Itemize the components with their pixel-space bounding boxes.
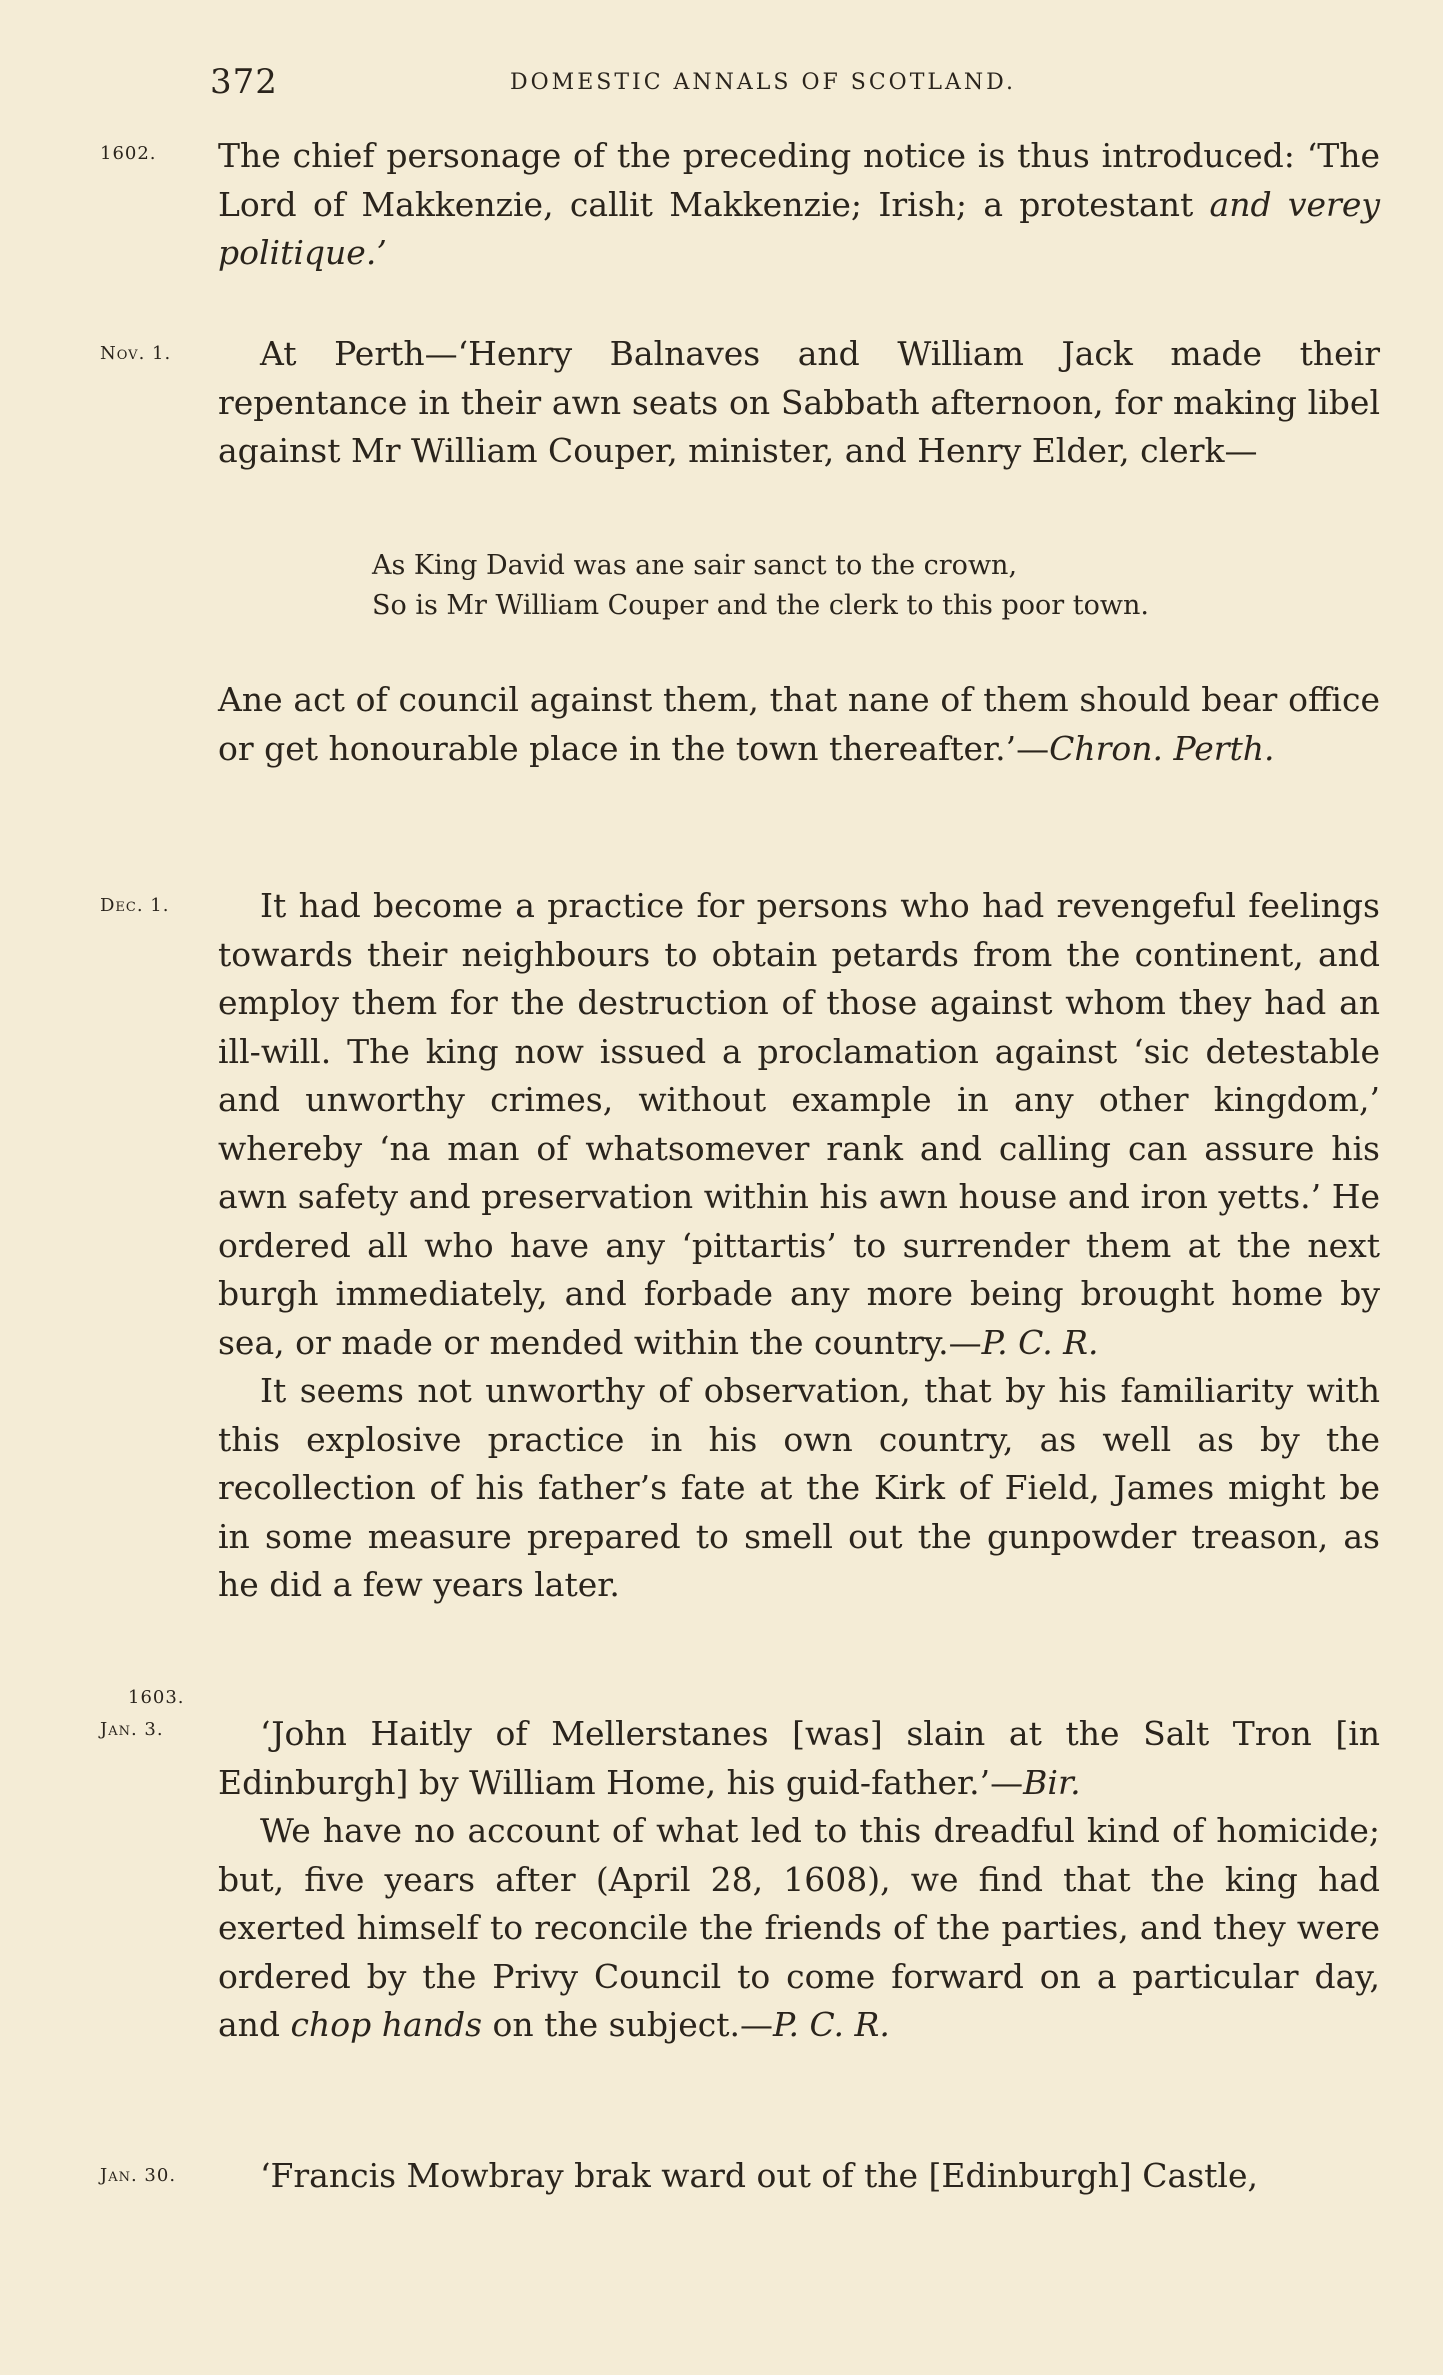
entry-text-after-verse	[218, 676, 1380, 773]
entry-text	[218, 132, 1380, 278]
entry-text	[218, 330, 1380, 476]
verse-line: So is Mr William Couper and the clerk to this poor town.	[372, 590, 1149, 621]
margin-date: Jan. 30.	[100, 2165, 177, 2186]
paragraph: We have no account of what led to this dreadful kind of homicide; but, five years after (April 28, 1608), we find that the king had exerted himself to reconcile the friends of the parties, and they were ordered by the Privy Council to come forward on a particular day, and chop hands on the subject.—P. C. R.	[218, 1811, 1380, 2044]
margin-date: 1602.	[100, 143, 157, 164]
verse-quotation	[372, 546, 1272, 626]
paragraph: Ane act of council against them, that nane of them should bear office or get honourable place in the town thereafter.’—Chron. Perth.	[218, 680, 1380, 768]
margin-year: 1603.	[128, 1687, 185, 1708]
verse-line: As King David was ane sair sanct to the crown,	[372, 550, 1018, 581]
page-number: 372	[210, 62, 278, 102]
margin-date: Nov. 1.	[100, 343, 172, 364]
entry-text	[218, 1710, 1380, 2050]
paragraph: It seems not unworthy of observation, that by his familiarity with this explosive practice in his own country, as well as by the recollection of his father’s fate at the Kirk of Field, James might be in some measure prepared to smell out the gunpowder treason, as he did a few years later.	[218, 1371, 1380, 1604]
paragraph: It had become a practice for persons who had revengeful feelings towards their neighbours to obtain petards from the continent, and employ them for the destruction of those against whom they had an ill-will. The king now issued a proclamation against ‘sic detestable and unworthy crimes, without example in any other kingdom,’ whereby ‘na man of whatsomever rank and calling can assure his awn safety and preservation within his awn house and iron yetts.’ He ordered all who have any ‘pittartis’ to surrender them at the next burgh immediately, and forbade any more being brought home by sea, or made or mended within the country.—P. C. R.	[218, 886, 1380, 1362]
paragraph: At Perth—‘Henry Balnaves and William Jack made their repentance in their awn seats on Sabbath afternoon, for making libel against Mr William Couper, minister, and Henry Elder, clerk—	[218, 334, 1380, 470]
margin-date: Dec. 1.	[100, 895, 170, 916]
paragraph: ‘John Haitly of Mellerstanes [was] slain at the Salt Tron [in Edinburgh] by William Home, his guid-father.’—Bir.	[218, 1714, 1380, 1802]
entry-text	[218, 882, 1380, 1610]
margin-date: Jan. 3.	[100, 1719, 164, 1740]
paragraph: ‘Francis Mowbray brak ward out of the [Edinburgh] Castle,	[260, 2156, 1258, 2195]
entry-text	[218, 2152, 1380, 2201]
running-title: DOMESTIC ANNALS OF SCOTLAND.	[510, 70, 1016, 95]
paragraph: The chief personage of the preceding notice is thus introduced: ‘The Lord of Makkenzie, callit Makkenzie; Irish; a protestant and verey politique.’	[218, 136, 1380, 272]
page-header	[210, 62, 1210, 112]
